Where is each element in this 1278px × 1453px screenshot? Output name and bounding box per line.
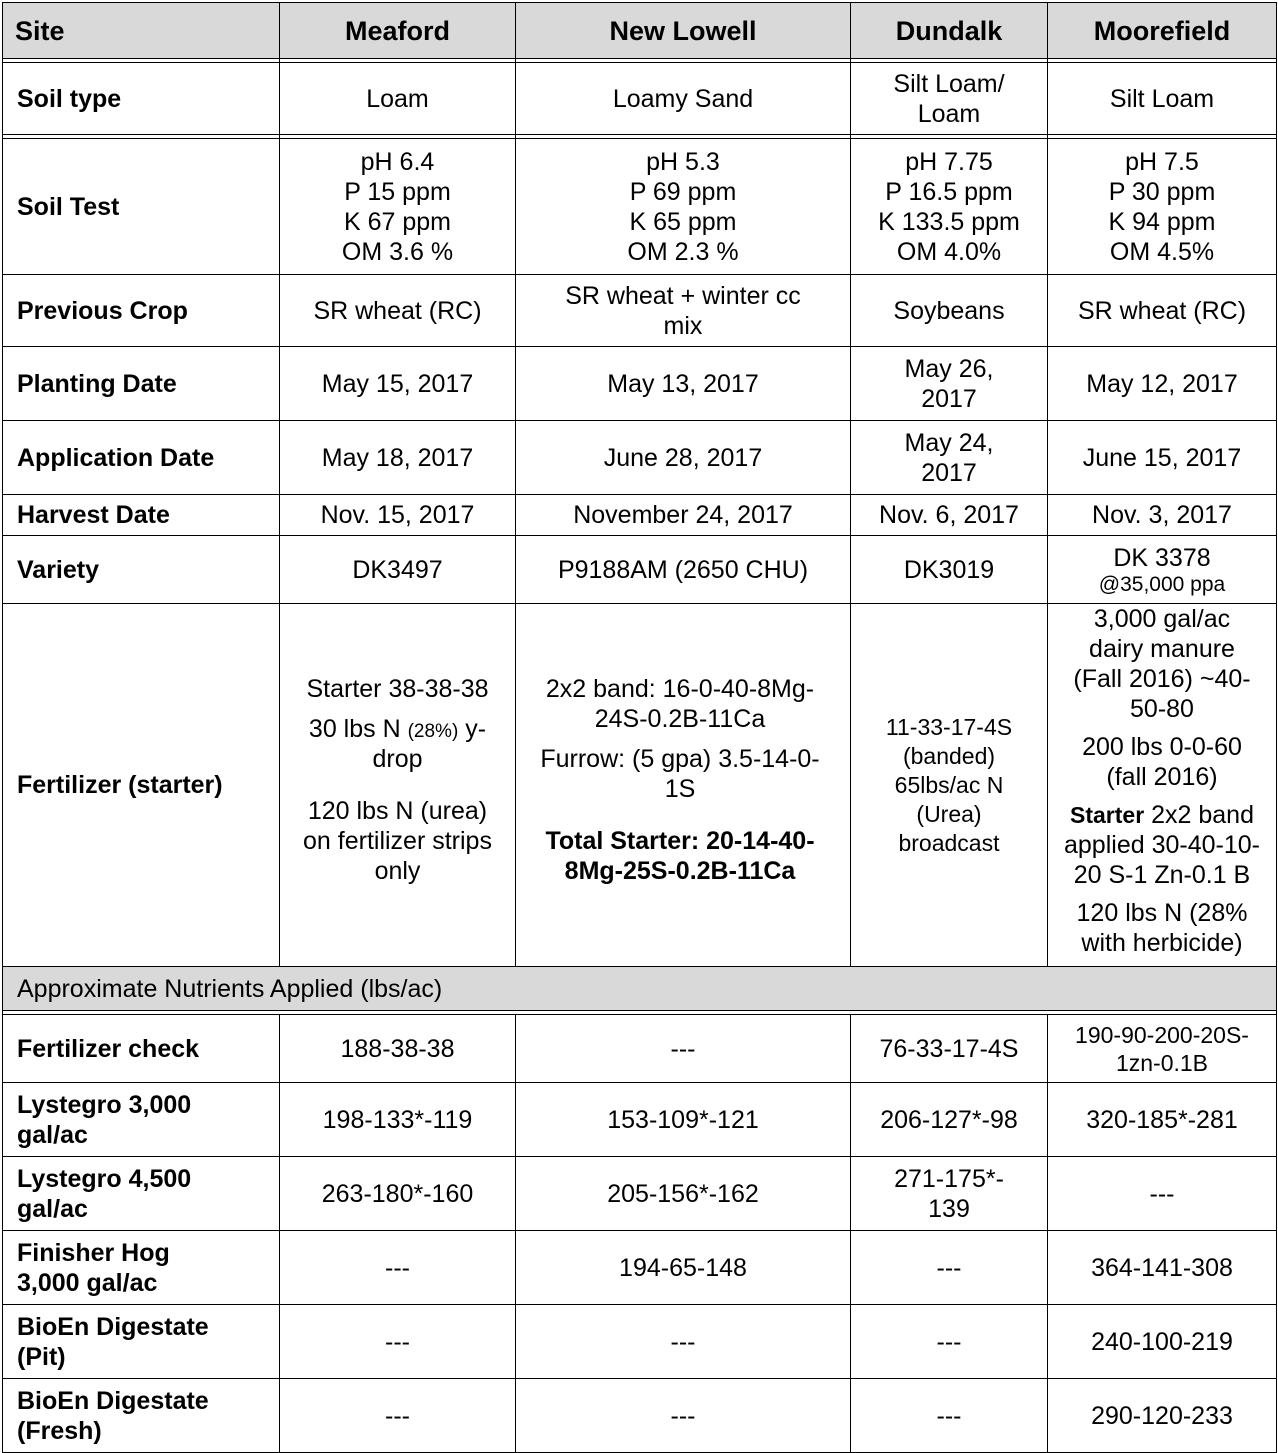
cell: Nov. 15, 2017 [280,495,516,536]
cell: Soybeans [851,275,1048,347]
row-label: Fertilizer (starter) [3,604,280,967]
cell: 190-90-200-20S- 1zn-0.1B [1048,1015,1277,1083]
row-label: BioEn Digestate (Pit) [3,1305,280,1379]
header-moorefield: Moorefield [1048,3,1277,59]
cell: 188-38-38 [280,1015,516,1083]
row-label: Lystegro 4,500 gal/ac [3,1157,280,1231]
row-label: Finisher Hog 3,000 gal/ac [3,1231,280,1305]
section-header-row [3,967,1277,1011]
cell: 263-180*-160 [280,1157,516,1231]
cell: 76-33-17-4S [851,1015,1048,1083]
cell: --- [516,1379,851,1453]
cell: June 28, 2017 [516,421,851,495]
table-row [3,1157,1277,1231]
cell: 11-33-17-4S (banded) 65lbs/ac N (Urea) broadcast [851,604,1048,967]
header-meaford: Meaford [280,3,516,59]
cell: pH 7.5 P 30 ppm K 94 ppm OM 4.5% [1048,139,1277,275]
table-row [3,604,1277,967]
cell: pH 6.4 P 15 ppm K 67 ppm OM 3.6 % [280,139,516,275]
cell: --- [851,1231,1048,1305]
cell: May 15, 2017 [280,347,516,421]
table-row [3,1083,1277,1157]
cell: --- [516,1305,851,1379]
header-dundalk: Dundalk [851,3,1048,59]
row-label: Harvest Date [3,495,280,536]
cell: 194-65-148 [516,1231,851,1305]
cell: 205-156*-162 [516,1157,851,1231]
table-row [3,1015,1277,1083]
cell: --- [851,1305,1048,1379]
cell: 320-185*-281 [1048,1083,1277,1157]
header-site: Site [3,3,280,59]
cell: 240-100-219 [1048,1305,1277,1379]
cell: DK 3378 @35,000 ppa [1048,536,1277,604]
cell: 2x2 band: 16-0-40-8Mg-24S-0.2B-11Ca Furrow: (5 gpa) 3.5-14-0-1S Total Starter: 20-14-40-8Mg-25S-0.2B-11Ca [516,604,851,967]
cell: 198-133*-119 [280,1083,516,1157]
row-label: Application Date [3,421,280,495]
header-new-lowell: New Lowell [516,3,851,59]
cell: Nov. 6, 2017 [851,495,1048,536]
cell: May 12, 2017 [1048,347,1277,421]
cell: May 26, 2017 [851,347,1048,421]
row-label: BioEn Digestate (Fresh) [3,1379,280,1453]
table-row [3,1231,1277,1305]
table-row [3,1379,1277,1453]
cell: DK3019 [851,536,1048,604]
cell: Silt Loam/ Loam [851,63,1048,135]
row-label: Variety [3,536,280,604]
cell: Loamy Sand [516,63,851,135]
cell: May 13, 2017 [516,347,851,421]
row-label: Previous Crop [3,275,280,347]
table-row [3,421,1277,495]
cell: 153-109*-121 [516,1083,851,1157]
cell: --- [280,1305,516,1379]
cell: 290-120-233 [1048,1379,1277,1453]
table-row [3,536,1277,604]
cell: Loam [280,63,516,135]
cell: --- [280,1231,516,1305]
row-label: Fertilizer check [3,1015,280,1083]
cell: --- [280,1379,516,1453]
table-row [3,275,1277,347]
cell: P9188AM (2650 CHU) [516,536,851,604]
cell: 3,000 gal/ac dairy manure (Fall 2016) ~40-50-80 200 lbs 0-0-60 (fall 2016) Starter 2x2 band applied 30-40-10-20 S-1 Zn-0.1 B 120 lbs N (28% with herbicide) [1048,604,1277,967]
row-label: Lystegro 3,000 gal/ac [3,1083,280,1157]
cell: --- [851,1379,1048,1453]
cell: November 24, 2017 [516,495,851,536]
cell: 271-175*- 139 [851,1157,1048,1231]
cell: pH 5.3 P 69 ppm K 65 ppm OM 2.3 % [516,139,851,275]
row-label: Planting Date [3,347,280,421]
cell: SR wheat (RC) [1048,275,1277,347]
cell: Silt Loam [1048,63,1277,135]
cell: pH 7.75 P 16.5 ppm K 133.5 ppm OM 4.0% [851,139,1048,275]
cell: 364-141-308 [1048,1231,1277,1305]
cell: --- [1048,1157,1277,1231]
table-row [3,139,1277,275]
cell: Starter 38-38-38 30 lbs N (28%) y-drop 120 lbs N (urea) on fertilizer strips only [280,604,516,967]
row-label: Soil type [3,63,280,135]
cell: SR wheat (RC) [280,275,516,347]
row-label: Soil Test [3,139,280,275]
section-title: Approximate Nutrients Applied (lbs/ac) [3,967,1277,1011]
table-row [3,63,1277,135]
table-row [3,495,1277,536]
cell: June 15, 2017 [1048,421,1277,495]
cell: Nov. 3, 2017 [1048,495,1277,536]
cell: SR wheat + winter cc mix [516,275,851,347]
site-comparison-table [2,2,1277,1453]
header-row [3,3,1277,59]
cell: DK3497 [280,536,516,604]
cell: --- [516,1015,851,1083]
table-row [3,1305,1277,1379]
cell: 206-127*-98 [851,1083,1048,1157]
table-row [3,347,1277,421]
cell: May 24, 2017 [851,421,1048,495]
cell: May 18, 2017 [280,421,516,495]
